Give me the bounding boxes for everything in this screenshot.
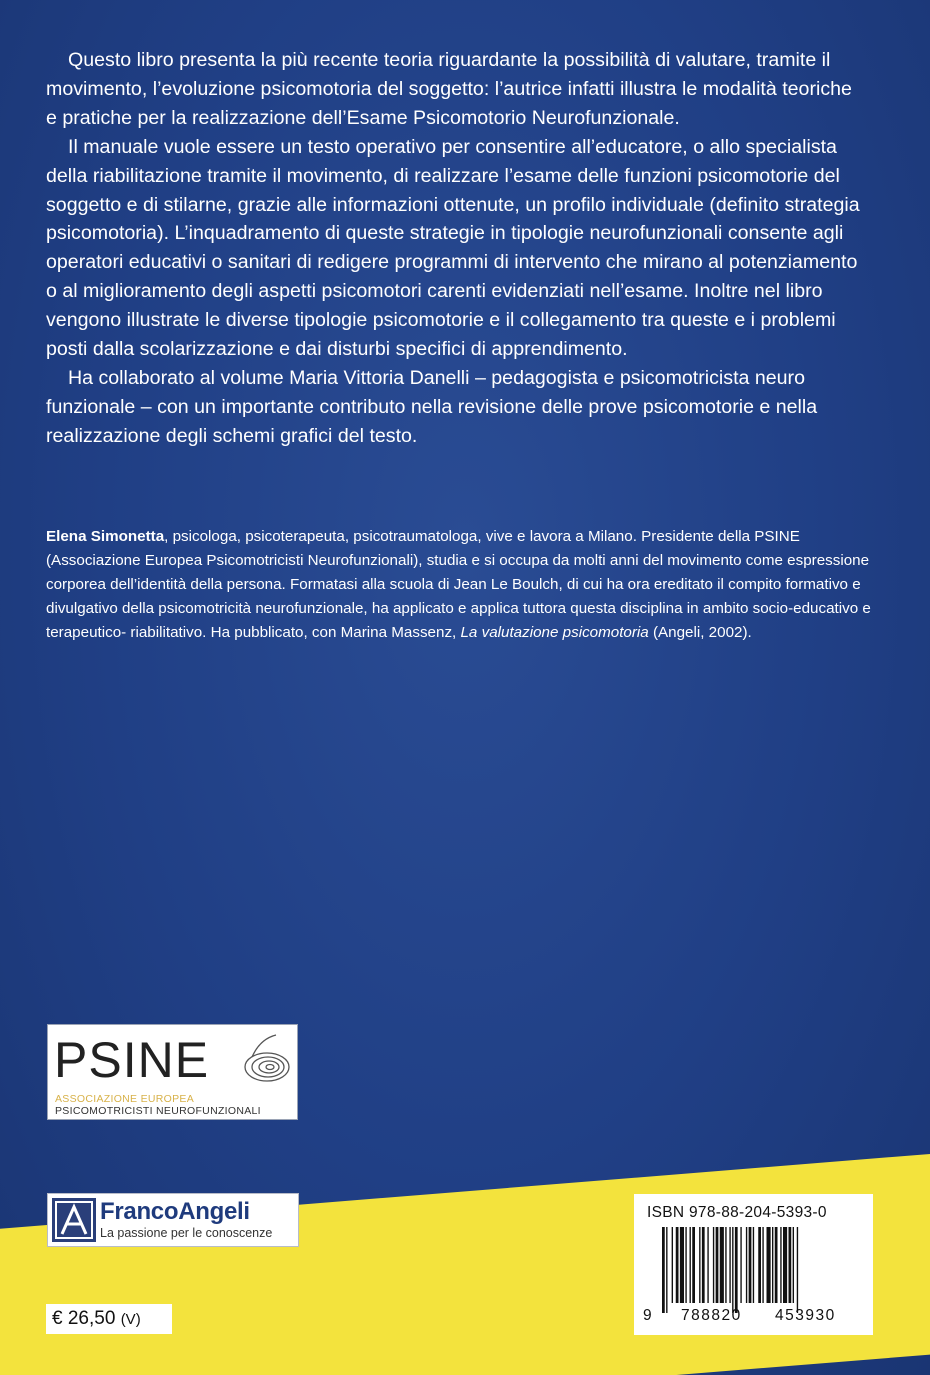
spiral-icon: [242, 1033, 292, 1093]
author-name: Elena Simonetta: [46, 528, 165, 545]
barcode-bar: [692, 1227, 695, 1303]
barcode-bar: [753, 1227, 754, 1303]
blurb-paragraph-3: Ha collaborato al volume Maria Vittoria Danelli – pedagogista e psicomotricista neuro funzionale – con un importante contributo nella revisione delle prove psicomotorie e nella realizzazione degli schemi grafici del testo.: [46, 366, 818, 447]
barcode: [662, 1227, 852, 1313]
barcode-bar: [729, 1227, 730, 1303]
barcode-bar: [713, 1227, 714, 1303]
author-bio-end: (Angeli, 2002).: [648, 623, 752, 641]
barcode-bar: [746, 1227, 747, 1303]
author-bio: [46, 525, 876, 645]
blurb-paragraph-2: Il manuale vuole essere un testo operativo per consentire all’educatore, o allo specialista della riabilitazione tramite il movimento, di realizzare l’esame delle funzioni psicomotorie del soggetto e di stilarne, grazie alle informazioni ottenute, un profilo individuale (definito strategia psicomotoria). L’inquadramento di queste strategie in tipologie neurofunzionali consente agli operatori educativi o sanitari di redigere programmi di intervento che mirano al potenziamento o al miglioramento degli aspetti psicomotori carenti evidenziati nell’esame. Inoltre nel libro vengono illustrate le diverse tipologie psicomotorie e il collegamento tra queste e i problemi posti dalla scolarizzazione e dai disturbi specifici di apprendimento.: [46, 135, 860, 361]
barcode-bar: [716, 1227, 719, 1303]
barcode-bar: [720, 1227, 724, 1303]
previous-book-title: La valutazione psicomotoria: [460, 623, 649, 641]
publisher-mark-icon: [52, 1198, 96, 1242]
barcode-bar: [666, 1227, 667, 1313]
psine-logo-line-2: PSICOMOTRICISTI NEUROFUNZIONALI: [55, 1105, 261, 1117]
barcode-bar: [725, 1227, 726, 1303]
barcode-bar: [690, 1227, 691, 1303]
price-amount: € 26,50: [52, 1308, 116, 1329]
barcode-bar: [662, 1227, 665, 1313]
barcode-bar: [780, 1227, 781, 1303]
barcode-bar: [762, 1227, 763, 1303]
psine-logo: [47, 1024, 298, 1120]
barcode-bar: [699, 1227, 700, 1303]
blurb: [46, 46, 866, 451]
publisher-tagline: La passione per le conoscenze: [100, 1226, 273, 1240]
isbn-digits-right: 453930: [775, 1307, 836, 1324]
price-vat-code: (V): [120, 1311, 141, 1328]
publisher-logo: [47, 1193, 299, 1247]
isbn-label: ISBN 978-88-204-5393-0: [647, 1204, 827, 1221]
publisher-name: FrancoAngeli: [100, 1198, 250, 1225]
barcode-bar: [758, 1227, 761, 1303]
isbn-barcode-box: [634, 1194, 873, 1335]
isbn-digit-first: 9: [643, 1307, 652, 1324]
barcode-bar: [702, 1227, 705, 1303]
barcode-bar: [680, 1227, 684, 1303]
barcode-bar: [749, 1227, 752, 1303]
barcode-bar: [775, 1227, 778, 1303]
barcode-bar: [783, 1227, 787, 1303]
barcode-bar: [789, 1227, 792, 1303]
barcode-bar: [685, 1227, 686, 1303]
author-bio-text: [46, 525, 876, 645]
barcode-bar: [797, 1227, 798, 1313]
price-tag: [46, 1304, 172, 1334]
barcode-bar: [767, 1227, 771, 1303]
barcode-bar: [732, 1227, 733, 1313]
barcode-bar: [735, 1227, 738, 1313]
barcode-bar: [793, 1227, 794, 1303]
barcode-bar: [676, 1227, 679, 1303]
barcode-bar: [772, 1227, 773, 1303]
barcode-bar: [707, 1227, 708, 1303]
author-bio-main: , psicologa, psicoterapeuta, psicotraumatologa, vive e lavora a Milano. Presidente della PSINE (Associazione Europea Psicomotricisti Neurofunzionali), studia e si occupa da molti anni del movimento come espressione corporea dell’identità della persona. Formatasi alla scuola di Jean Le Boulch, di cui ha ora ereditato il compito formativo e divulgativo della psicomotricità neurofunzionale, ha applicato e applica tuttora questa disciplina in ambito socio-educativo e terapeutico- riabilitativo. Ha pubblicato, con Marina Massenz,: [46, 528, 871, 641]
psine-logo-word: PSINE: [54, 1032, 210, 1088]
blurb-paragraph-1: Questo libro presenta la più recente teoria riguardante la possibilità di valutare, tramite il movimento, l’evoluzione psicomotoria del soggetto: l’autrice infatti illustra le modalità teoriche e pratiche per la realizzazione dell’Esame Psicomotorio Neurofunzionale.: [46, 49, 852, 129]
barcode-bar: [672, 1227, 673, 1303]
barcode-bar: [740, 1227, 741, 1303]
isbn-digits-left: 788820: [681, 1307, 742, 1324]
psine-logo-line-1: ASSOCIAZIONE EUROPEA: [55, 1093, 195, 1105]
